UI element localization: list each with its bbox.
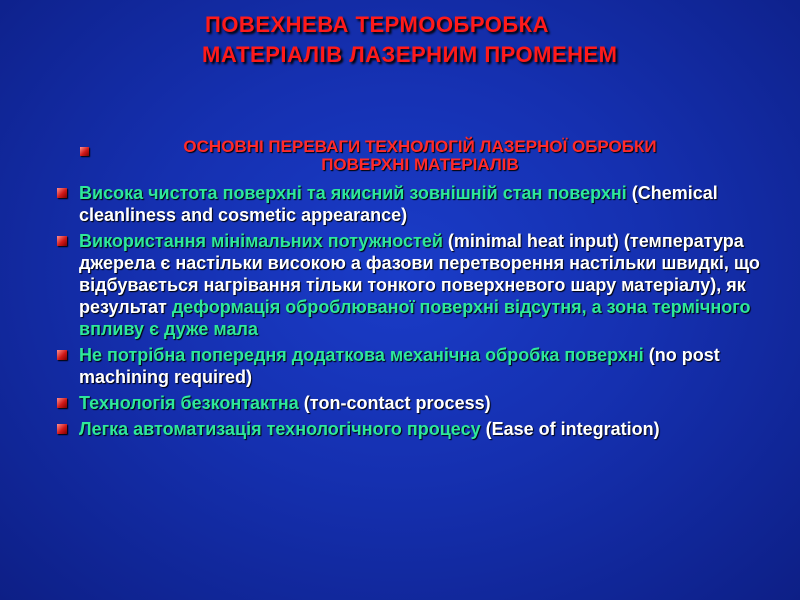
list-item-2-details: (minimal heat input) (температура джерела є настільки високою а фазови перетворення настільки швидкі, що відбувається нагрівання тільки тонкого поверхневого шару матеріалу), як результат	[79, 231, 760, 317]
slide-body	[0, 138, 800, 440]
slide-title-line-1: ПОВЕХНЕВА ТЕРМООБРОБКА	[205, 12, 549, 37]
list-item-3	[0, 344, 800, 388]
list-item-4-english: (тon-contact process)	[298, 393, 491, 413]
list-item-1	[0, 182, 800, 226]
subheading-line-1: ОСНОВНІ ПЕРЕВАГИ ТЕХНОЛОГІЙ ЛАЗЕРНОЇ ОБРОБКИ	[183, 137, 657, 156]
list-item-5-english: (Ease of integration)	[480, 419, 660, 439]
slide-title-line-2: МАТЕРІАЛІВ ЛАЗЕРНИМ ПРОМЕНЕМ	[202, 42, 618, 67]
list-item-5-text: Легка автоматизація технологічного процесу	[79, 419, 481, 439]
list-item-1-english: (Chemical cleanliness and cosmetic appearance)	[79, 183, 718, 225]
list-item-3-english: (no post machining required)	[79, 345, 720, 387]
subheading-line-2: ПОВЕРХНІ МАТЕРІАЛІВ	[321, 155, 519, 174]
bullet-icon	[80, 147, 89, 156]
list-item-2-text: Використання мінімальних потужностей	[79, 231, 443, 251]
list-item-2-result: деформація оброблюваної поверхні відсутня, а зона термічного впливу є дуже мала	[79, 297, 751, 339]
slide-title	[0, 10, 800, 70]
list-item-3-text: Не потрібна попередня додаткова механічна обробка поверхні	[79, 345, 644, 365]
bullet-icon	[57, 424, 67, 434]
bullet-icon	[57, 188, 67, 198]
list-item-1-text: Висока чистота поверхні та якисний зовнішній стан поверхні	[79, 183, 627, 203]
bullet-icon	[57, 350, 67, 360]
list-item-2	[0, 230, 800, 340]
list-item-4-text: Технологія безконтактна	[79, 393, 299, 413]
list-item-4	[0, 392, 800, 414]
bullet-icon	[57, 398, 67, 408]
bullet-icon	[57, 236, 67, 246]
subheading	[0, 138, 800, 174]
list-item-5	[0, 418, 800, 440]
